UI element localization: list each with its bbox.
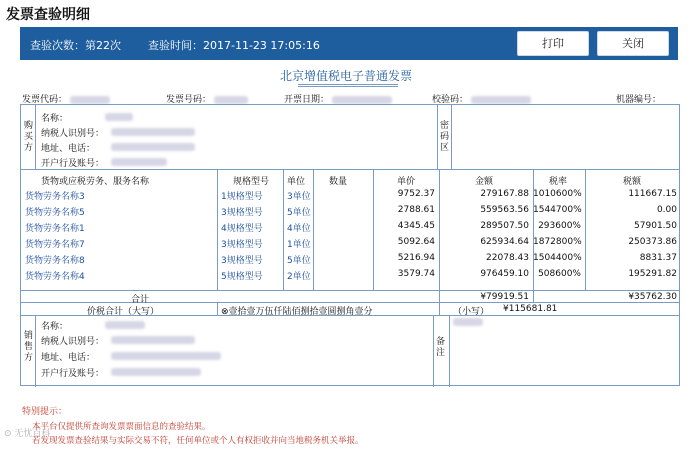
col-header-amount: 金额 [475, 177, 494, 187]
col-divider [451, 105, 452, 169]
col-header-unit: 单位 [287, 177, 306, 187]
item-price: 2788.61 [397, 205, 435, 215]
check-code-blurred [471, 96, 531, 104]
invoice-number-label: 发票号码： [166, 95, 212, 105]
item-name: 货物劳务名称4 [25, 272, 85, 282]
item-amount: 22078.43 [486, 253, 529, 263]
col-header-tax: 税额 [623, 177, 642, 187]
item-unit: 2单位 [287, 272, 311, 282]
check-time: 查验时间：2017-11-23 17:05:16 [148, 39, 320, 52]
notice-line: 本平台仅提供所查询发票票面信息的查验结果。 [32, 422, 211, 432]
total-amount: ¥79919.51 [480, 292, 529, 302]
invoice-title: 北京增值税电子普通发票 [279, 69, 412, 83]
col-divider [313, 169, 314, 290]
item-price: 4345.45 [397, 221, 435, 231]
col-divider [217, 169, 218, 290]
buyer-side-label: 购 买 方 [23, 121, 33, 153]
seller-name-blurred [105, 321, 145, 329]
item-name: 货物劳务名称1 [25, 224, 85, 234]
invoice-date-label: 开票日期： [284, 95, 330, 105]
buyer-name-label: 名称： [41, 114, 69, 124]
invoice-date-blurred [332, 96, 392, 104]
item-price: 5092.64 [397, 237, 435, 247]
buyer-tax-id-blurred [111, 128, 195, 136]
seller-tax-id-blurred [111, 336, 195, 344]
item-price: 3579.74 [397, 269, 435, 279]
seller-bank-label: 开户行及账号： [41, 369, 105, 379]
row-divider [21, 290, 679, 291]
check-code-label: 校验码： [432, 95, 469, 105]
col-divider [449, 315, 450, 387]
col-header-qty: 数量 [329, 177, 348, 187]
total-in-words-label: 价税合计（大写） [87, 307, 160, 317]
item-rate: 1504400% [533, 253, 582, 263]
col-header-rate: 税率 [549, 177, 568, 187]
item-tax: 250373.86 [628, 237, 677, 247]
seller-name-label: 名称： [41, 322, 69, 332]
item-name: 货物劳务名称7 [25, 240, 85, 250]
col-divider [433, 315, 434, 387]
buyer-bank-label: 开户行及账号： [41, 159, 105, 169]
item-rate: 1544700% [533, 205, 582, 215]
item-name: 货物劳务名称5 [25, 208, 85, 218]
header-bar [20, 27, 678, 60]
cipher-area-label: 密 码 区 [439, 121, 449, 153]
item-amount: 625934.64 [480, 237, 529, 247]
col-header-price: 单价 [397, 177, 416, 187]
invoice-table [20, 104, 680, 386]
item-tax: 8831.37 [639, 253, 677, 263]
total-in-words: ⊗壹拾壹万伍仟陆佰捌拾壹圆捌角壹分 [221, 307, 373, 317]
buyer-address-blurred [111, 143, 195, 151]
item-spec: 4规格型号 [221, 224, 263, 234]
seller-tax-id-label: 纳税人识别号： [41, 337, 105, 347]
col-divider [437, 105, 438, 169]
item-unit: 3单位 [287, 192, 311, 202]
item-spec: 3规格型号 [221, 256, 263, 266]
col-divider [217, 302, 218, 315]
item-rate: 508600% [538, 269, 581, 279]
item-amount: 976459.10 [480, 269, 529, 279]
row-divider [21, 302, 679, 303]
item-price: 9752.37 [397, 189, 435, 199]
item-amount: 289507.50 [480, 221, 529, 231]
total-tax: ¥35762.30 [628, 292, 677, 302]
item-unit: 4单位 [287, 224, 311, 234]
total-small-label: （小写） [453, 307, 490, 317]
col-header-name: 货物或应税劳务、服务名称 [41, 177, 150, 187]
item-tax: 0.00 [656, 205, 677, 215]
close-button[interactable]: 关闭 [597, 31, 669, 56]
buyer-name-blurred [105, 113, 133, 121]
notice-line: 若发现发票查验结果与实际交易不符，任何单位或个人有权拒收并向当地税务机关举报。 [32, 436, 364, 446]
print-button[interactable]: 打印 [517, 31, 589, 56]
watermark-logo: ⊙ 无忧百科 [4, 429, 51, 439]
check-count: 查验次数：第22次 [30, 39, 121, 52]
col-divider [283, 169, 284, 290]
item-rate: 293600% [538, 221, 581, 231]
seller-bank-blurred [111, 368, 201, 376]
item-spec: 3规格型号 [221, 240, 263, 250]
buyer-bank-blurred [111, 158, 167, 166]
invoice-code-blurred [70, 96, 110, 104]
item-spec: 1规格型号 [221, 192, 263, 202]
item-spec: 5规格型号 [221, 272, 263, 282]
invoice-code-label: 发票代码： [22, 95, 68, 105]
remark-label: 备 注 [435, 337, 445, 358]
title-underline [298, 84, 398, 85]
seller-address-blurred [111, 352, 221, 360]
seller-side-label: 销 售 方 [23, 331, 33, 363]
item-rate: 1872800% [533, 237, 582, 247]
total-label: 合计 [131, 295, 150, 305]
buyer-address-label: 地址、电话： [41, 144, 96, 154]
title-underline [298, 86, 398, 87]
item-tax: 111667.15 [628, 189, 677, 199]
item-amount: 279167.88 [480, 189, 529, 199]
row-divider [21, 169, 679, 170]
page-title: 发票查验明细 [6, 7, 90, 23]
item-name: 货物劳务名称3 [25, 192, 85, 202]
item-spec: 3规格型号 [221, 208, 263, 218]
item-unit: 5单位 [287, 208, 311, 218]
item-tax: 57901.50 [634, 221, 677, 231]
invoice-number-blurred [214, 96, 248, 104]
notice-title: 特别提示： [22, 407, 68, 417]
col-header-spec: 规格型号 [233, 177, 270, 187]
item-rate: 1010600% [533, 189, 582, 199]
item-name: 货物劳务名称8 [25, 256, 85, 266]
seller-address-label: 地址、电话： [41, 353, 96, 363]
item-tax: 195291.82 [628, 269, 677, 279]
col-divider [35, 105, 36, 169]
item-unit: 5单位 [287, 256, 311, 266]
col-divider [35, 315, 36, 387]
machine-number-label: 机器编号： [616, 95, 662, 105]
item-amount: 559563.56 [480, 205, 529, 215]
total-small-value: ¥115681.81 [503, 304, 558, 314]
item-unit: 1单位 [287, 240, 311, 250]
buyer-tax-id-label: 纳税人识别号： [41, 129, 105, 139]
item-price: 5216.94 [397, 253, 435, 263]
remark-blurred [453, 318, 483, 326]
